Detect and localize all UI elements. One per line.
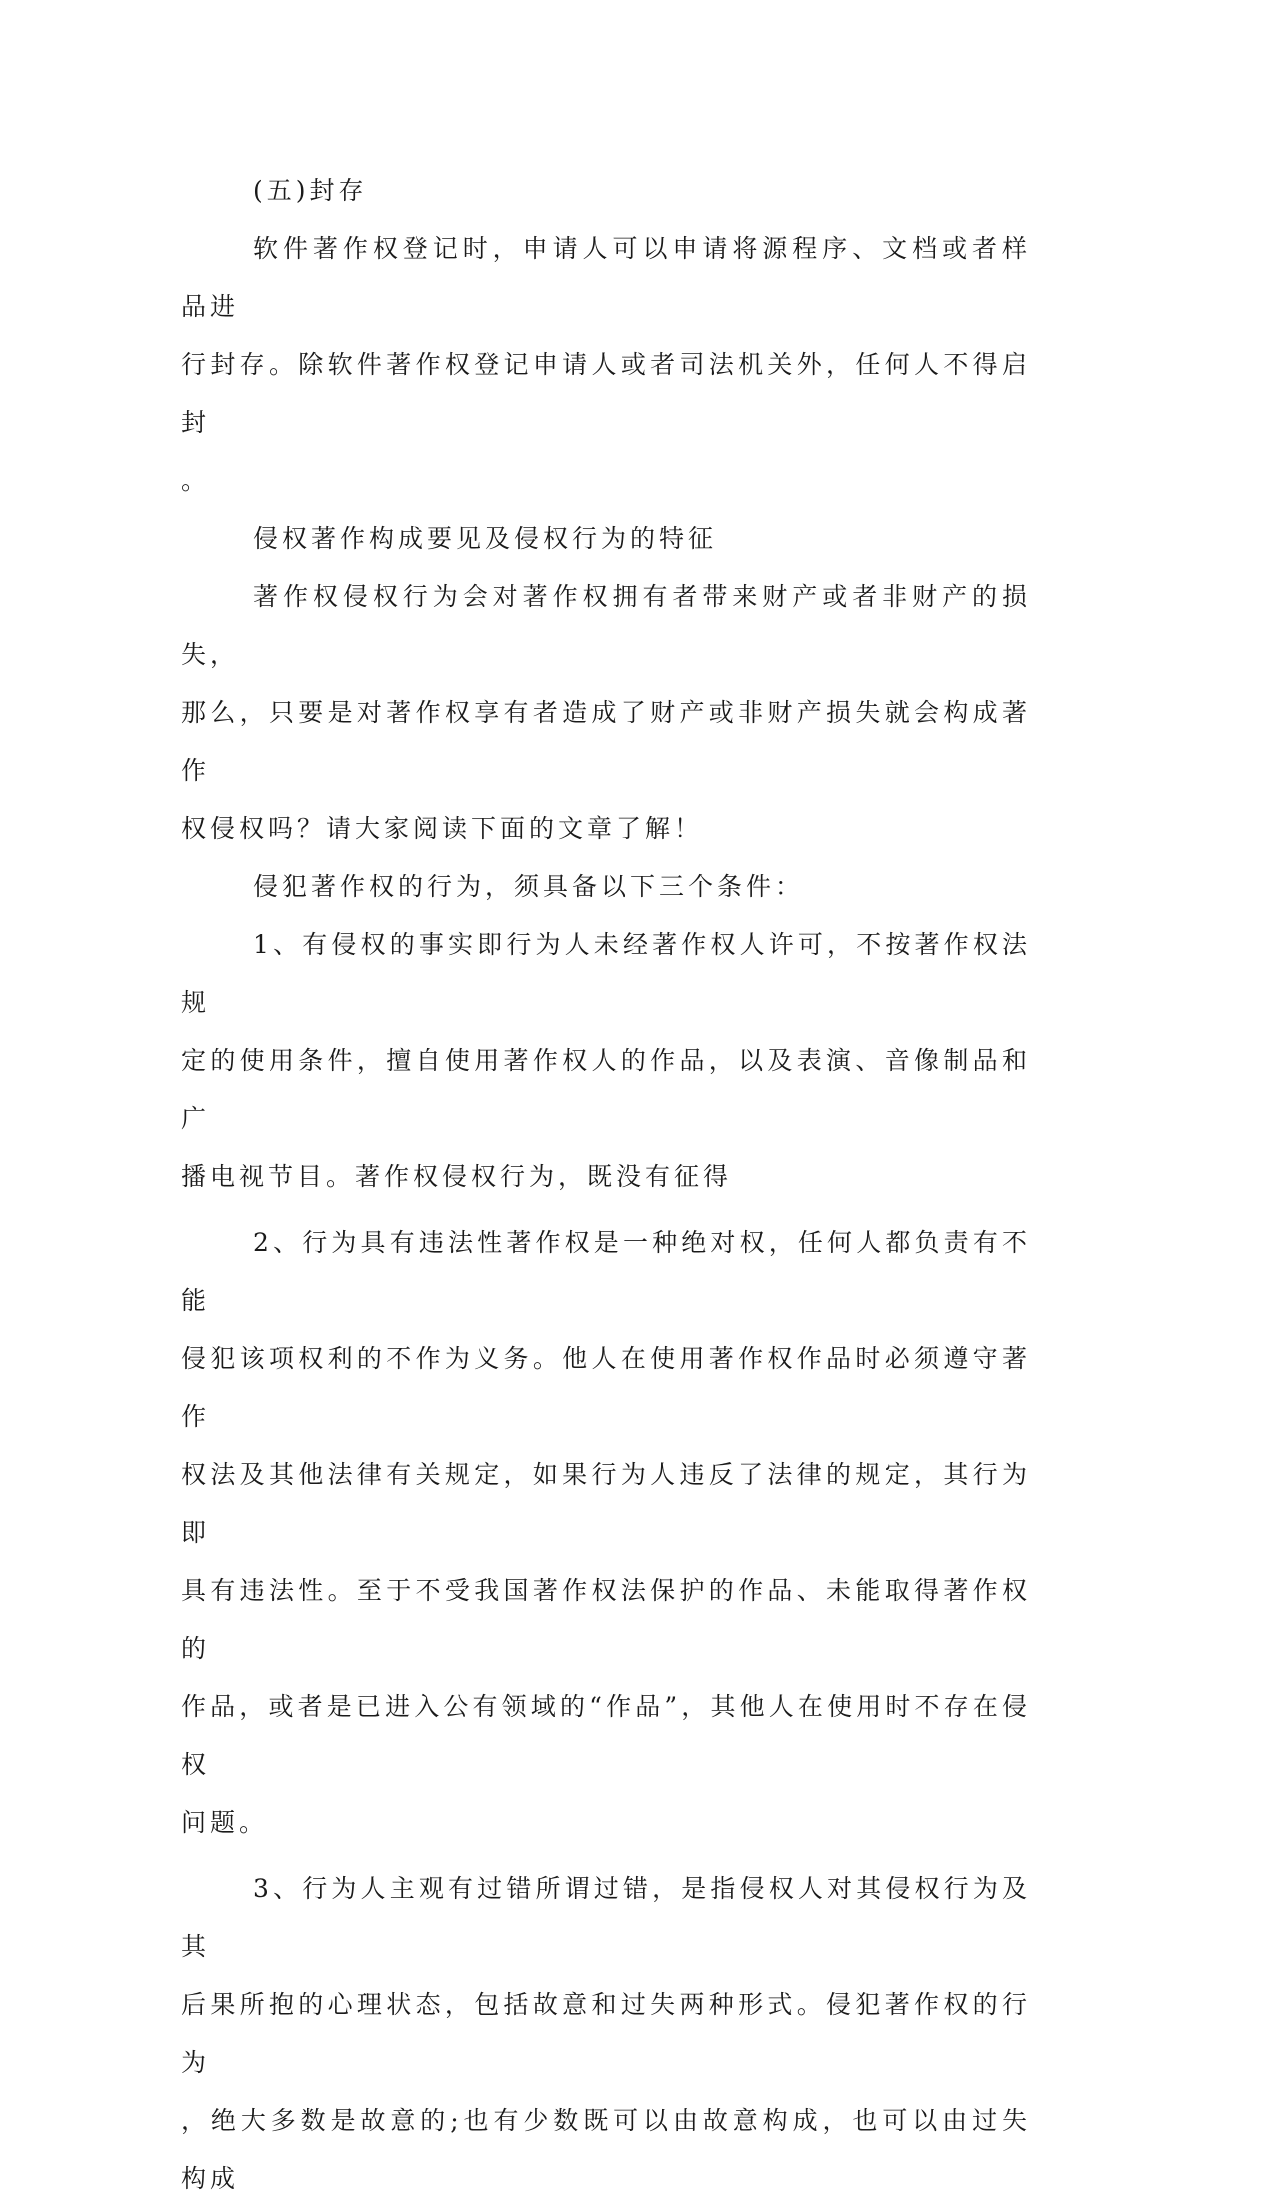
seal-paragraph: 软件著作权登记时，申请人可以申请将源程序、文档或者样品进 行封存。除软件著作权登记申请人或者司法机关外，任何人不得启封 。 bbox=[181, 234, 1031, 495]
infringement-title: 侵权著作构成要见及侵权行为的特征 bbox=[253, 524, 718, 553]
condition-1: 1、有侵权的事实即行为人未经著作权人许可，不按著作权法规 定的使用条件，擅自使用著作权人的作品，以及表演、音像制品和广 播电视节目。著作权侵权行为，既没有征得 bbox=[181, 930, 1031, 1191]
section-heading: (五)封存 bbox=[253, 176, 368, 205]
intro-paragraph: 著作权侵权行为会对著作权拥有者带来财产或者非财产的损失， 那么，只要是对著作权享有者造成了财产或非财产损失就会构成著作 权侵权吗？请大家阅读下面的文章了解！ bbox=[181, 582, 1031, 843]
conditions-lead: 侵犯著作权的行为，须具备以下三个条件： bbox=[253, 872, 805, 901]
condition-2: 2、行为具有违法性著作权是一种绝对权，任何人都负责有不能 侵犯该项权利的不作为义务。他人在使用著作权作品时必须遵守著作 权法及其他法律有关规定，如果行为人违反了法律的规定，其行为即 具有违法性。至于不受我国著作权法保护的作品、未能取得著作权的 作品，或者是已进入公有领域的“作品”，其他人在使用时不存在侵权 问题。 bbox=[181, 1228, 1031, 1837]
document-body bbox=[181, 162, 1031, 2208]
condition-3: 3、行为人主观有过错所谓过错，是指侵权人对其侵权行为及其 后果所抱的心理状态，包括故意和过失两种形式。侵犯著作权的行为 ，绝大多数是故意的;也有少数既可以由故意构成，也可以由过失构成 bbox=[181, 1874, 1031, 2193]
